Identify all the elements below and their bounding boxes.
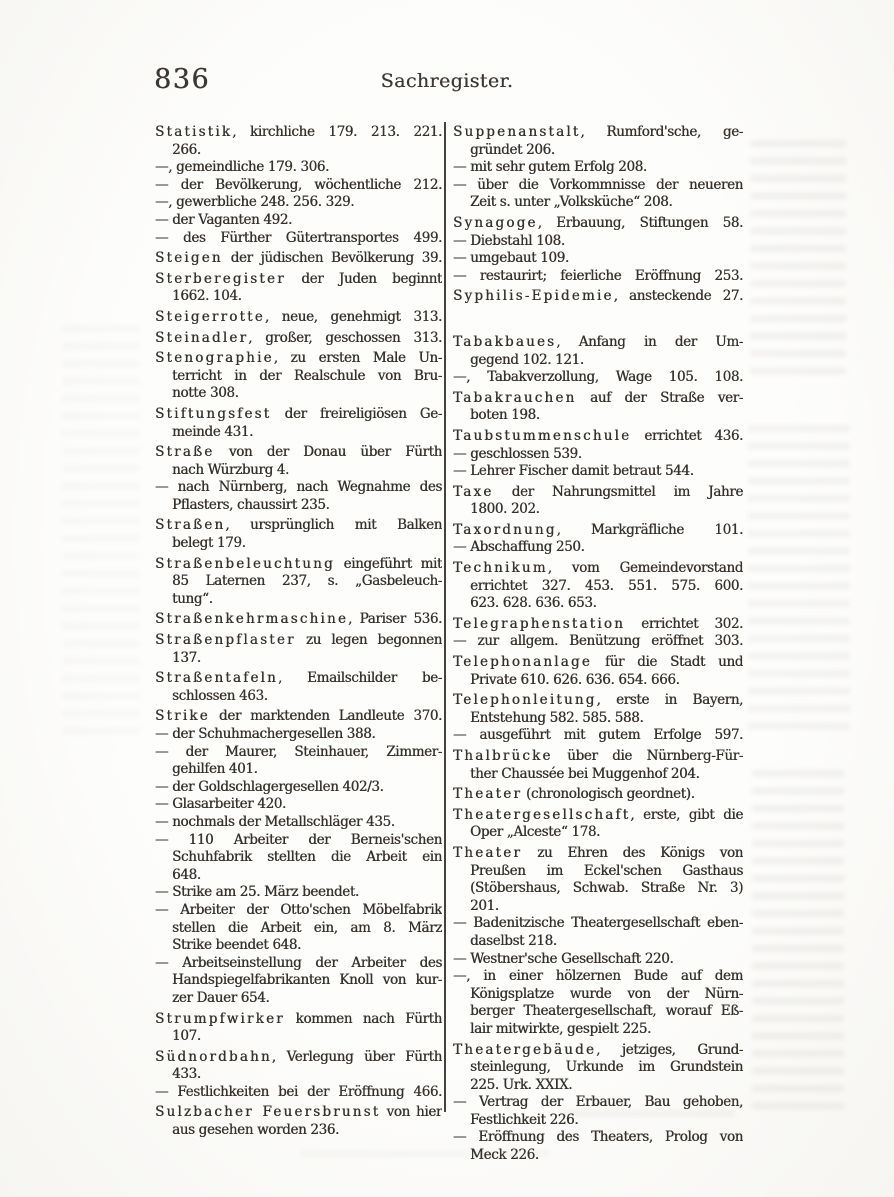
index-headword: Tabakbaues (453, 333, 557, 350)
index-line-text: Entstehung 582. 585. 588. (470, 709, 644, 726)
index-line (453, 1094, 743, 1112)
bleedthrough-artifact (752, 765, 844, 1120)
index-column-left (155, 121, 442, 1140)
index-line-text: — Arbeiter der Otto'schen Möbelfabrik (155, 901, 442, 918)
index-line-text: —, in einer hölzernen Bude auf dem (453, 968, 743, 985)
index-line-text: daselbst 218. (470, 932, 557, 949)
index-line-text: (Stöbershaus, Schwab. Straße Nr. 3) (470, 880, 743, 897)
index-line-text: 623. 628. 636. 653. (470, 595, 597, 612)
index-line (470, 1147, 743, 1165)
index-line-text: — Glasarbeiter 420. (155, 796, 286, 813)
index-line (172, 990, 442, 1008)
index-line-text: nach Würzburg 4. (172, 461, 289, 478)
index-line (470, 142, 743, 160)
index-line (172, 920, 442, 938)
index-line (155, 350, 442, 368)
index-line (155, 902, 442, 920)
index-headword: Straße (155, 444, 215, 461)
index-line-text: Oper „Alceste“ 178. (470, 824, 600, 841)
index-line (470, 595, 743, 613)
index-line (172, 142, 442, 160)
index-line (155, 159, 442, 177)
index-line-text: 648. (172, 866, 201, 883)
index-line (453, 968, 743, 986)
index-headword: Syphilis-Epidemie (453, 288, 614, 305)
index-line-text: über die Nürnberg-Für- (552, 748, 743, 764)
index-line-text: — Abschaffung 250. (453, 539, 585, 556)
index-line (172, 1066, 442, 1084)
index-line (155, 330, 442, 348)
index-line-text: Strike beendet 648. (172, 937, 301, 954)
index-line-text: errichtet 302. (624, 615, 743, 632)
index-line-text: für die Stadt und (591, 654, 743, 671)
index-line-text: — mit sehr gutem Erfolg 208. (453, 159, 647, 176)
index-column-right (453, 121, 743, 1165)
index-line (155, 670, 442, 688)
index-line-text: , vom Gemeindevorstand (547, 560, 743, 577)
index-line (470, 407, 743, 425)
index-line (172, 385, 442, 403)
index-line (155, 884, 442, 902)
index-line-text: von hier (380, 1104, 442, 1121)
index-line (470, 578, 743, 596)
index-headword: Steinadler (155, 329, 249, 346)
index-line (453, 159, 743, 177)
index-line (155, 726, 442, 744)
index-line-text: auf der Straße ver- (576, 389, 743, 406)
index-line-text: ther Chaussée bei Muggenhof 204. (470, 765, 700, 782)
index-line-text: , neue, genehmigt 313. (264, 308, 442, 325)
index-line (470, 1003, 743, 1021)
index-headword: Stiftungsfest (155, 405, 272, 422)
index-headword: Taubstummenschule (453, 427, 632, 444)
index-line (155, 124, 442, 142)
index-line (155, 779, 442, 797)
index-line-text: terricht in der Realschule von Bru- (172, 367, 442, 384)
index-line (453, 560, 743, 578)
index-line (155, 177, 442, 195)
index-headword: Theater (453, 786, 523, 803)
index-line (453, 951, 743, 969)
index-line (453, 288, 743, 306)
index-line (470, 352, 743, 370)
index-line (172, 573, 442, 591)
index-line-text: Festlichkeit 226. (470, 1111, 579, 1128)
index-line-text: lair mitwirkte, gespielt 225. (470, 1020, 651, 1037)
index-line (155, 1049, 442, 1067)
index-line-text: — der Vaganten 492. (155, 211, 292, 228)
index-headword: Theatergebäude (453, 1041, 597, 1058)
index-line-text: gegend 102. 121. (470, 351, 584, 368)
bleedthrough-artifact (62, 320, 140, 740)
index-line-text: — Westner'sche Gesellschaft 220. (453, 950, 674, 967)
index-line (172, 368, 442, 386)
index-line-text: —, Tabakverzollung, Wage 105. 108. (453, 369, 743, 386)
index-headword: Steigerrotte (155, 308, 265, 325)
index-line-text: — der Maurer, Steinhauer, Zimmer- (155, 743, 442, 760)
index-line-text: 1800. 202. (470, 501, 540, 518)
index-line (155, 444, 442, 462)
index-line-text: errichtet 436. (631, 427, 743, 444)
index-headword: Telephonleitung (453, 692, 597, 709)
column-divider-rule (444, 122, 446, 1112)
index-line-text: Schuhfabrik stellten die Arbeit ein (172, 849, 442, 866)
index-line (470, 1021, 743, 1039)
index-line (172, 462, 442, 480)
index-line (453, 539, 743, 557)
index-line-text: — ausgeführt mit gutem Erfolge 597. (453, 727, 743, 744)
index-line-text: , großer, geschossen 313. (248, 329, 442, 346)
index-line (453, 268, 743, 286)
index-line-text: , Markgräfliche 101. (556, 521, 743, 538)
index-line (470, 194, 743, 212)
index-line (155, 517, 442, 535)
index-line (470, 824, 743, 842)
index-headword: Stenographie (155, 350, 274, 367)
index-line (155, 1011, 442, 1029)
index-line-text: , erste, gibt die (630, 806, 743, 823)
index-line-text: der marktenden Landleute 370. (209, 708, 442, 725)
index-line (155, 632, 442, 650)
index-line (172, 937, 442, 955)
index-line (470, 933, 743, 951)
index-headword: Sterberegister (155, 270, 286, 287)
index-line (453, 845, 743, 863)
index-line-text: — 110 Arbeiter der Berneis'schen (155, 831, 442, 848)
index-line-text: 137. (172, 649, 201, 666)
index-line (453, 807, 743, 825)
index-line (155, 194, 442, 212)
index-line-text: tung“. (172, 590, 213, 607)
index-line-text: der Nahrungsmittel im Jahre (493, 483, 743, 500)
index-line-text: — nach Nürnberg, nach Wegnahme des (155, 479, 442, 496)
index-headword: Straßenbeleuchtung (155, 555, 335, 572)
index-line (155, 708, 442, 726)
index-line (470, 1059, 743, 1077)
index-line (155, 309, 442, 327)
index-line-text: Preußen im Eckel'schen Gasthaus (470, 862, 743, 879)
index-line (155, 271, 442, 289)
index-line (453, 177, 743, 195)
index-line-text: Pflasters, chaussirt 235. (172, 496, 330, 513)
bleedthrough-artifact (750, 135, 846, 385)
index-line (453, 654, 743, 672)
index-headword: Taxordnung (453, 521, 557, 538)
index-line-text: — über die Vorkommnisse der neueren (453, 176, 743, 193)
index-line-text: — der Schuhmachergesellen 388. (155, 726, 376, 742)
index-line (155, 556, 442, 574)
index-line (453, 463, 743, 481)
index-line-text: steinlegung, Urkunde im Grundstein (470, 1059, 743, 1076)
index-line (453, 748, 743, 766)
index-line (172, 497, 442, 515)
index-headword: Synagoge (453, 214, 538, 231)
index-line-text: 201. (470, 897, 499, 914)
index-line (155, 814, 442, 832)
index-line-text: — Eröffnung des Theaters, Prolog von (453, 1129, 743, 1146)
index-line (155, 212, 442, 230)
index-headword: Straßenkehrmaschine (155, 611, 349, 628)
index-line-text: schlossen 463. (172, 687, 268, 704)
index-line-text: notte 308. (172, 385, 239, 402)
index-line (453, 692, 743, 710)
index-line-text: — Arbeitseinstellung der Arbeiter des (155, 954, 442, 971)
index-line (172, 591, 442, 609)
index-line-text: — Badenitzische Theatergesellschaft eben- (453, 915, 743, 932)
index-line-text: Meck 226. (470, 1147, 539, 1164)
index-line (172, 288, 442, 306)
index-line-text: zer Dauer 654. (172, 989, 270, 1006)
index-headword: Theater (453, 844, 523, 861)
index-line (453, 616, 743, 634)
index-headword: Telephonanlage (453, 654, 592, 671)
index-line-text: Handspiegelfabrikanten Knoll von kur- (172, 972, 442, 989)
index-line (453, 369, 743, 387)
index-line-text: berger Theatergesellschaft, worauf Eß- (470, 1003, 743, 1020)
index-headword: Südnordbahn (155, 1048, 272, 1065)
index-line-text: , kirchliche 179. 213. 221. (232, 124, 442, 140)
index-line-text: 107. (172, 1028, 201, 1045)
index-line-text: 225. Urk. XXIX. (470, 1076, 573, 1093)
index-line (470, 710, 743, 728)
index-line-text: , erste in Bayern, (596, 692, 743, 709)
index-line (470, 898, 743, 916)
index-line-text: 1662. 104. (172, 288, 242, 305)
index-line (453, 915, 743, 933)
index-line (453, 428, 743, 446)
index-line (172, 424, 442, 442)
index-line-text: — Vertrag der Erbauer, Bau gehoben, (453, 1094, 743, 1111)
index-line (155, 406, 442, 424)
index-line-text: — Lehrer Fischer damit betraut 544. (453, 463, 694, 480)
index-line (453, 390, 743, 408)
index-line (155, 1104, 442, 1122)
index-line-text: (chronologisch geordnet). (522, 786, 695, 803)
index-line (172, 535, 442, 553)
index-line (155, 611, 442, 629)
index-headword: Strike (155, 708, 210, 725)
index-line-text: — nochmals der Metallschläger 435. (155, 813, 395, 830)
index-line-text: zu Ehren des Königs von (522, 844, 743, 861)
index-line-text: , Erbauung, Stiftungen 58. (537, 214, 743, 231)
index-line (453, 633, 743, 651)
index-line (453, 1042, 743, 1060)
index-headword: Thalbrücke (453, 748, 553, 764)
index-line (470, 1112, 743, 1130)
index-line-text: , ansteckende 27. (613, 288, 743, 305)
index-line-text: , jetziges, Grund- (596, 1041, 743, 1058)
index-line-text: Zeit s. unter „Volksküche“ 208. (470, 194, 673, 211)
index-line (453, 484, 743, 502)
index-line (453, 215, 743, 233)
index-line (155, 1084, 442, 1102)
index-line (453, 522, 743, 540)
index-line-text: , zu ersten Male Un- (273, 350, 442, 367)
index-line (453, 1129, 743, 1147)
index-line-text: stellen die Arbeit ein, am 8. März (172, 919, 442, 936)
running-title: Sachregister. (380, 70, 514, 92)
index-line (155, 796, 442, 814)
index-line-text: — umgebaut 109. (453, 250, 569, 267)
index-line (453, 334, 743, 352)
index-line-text: , Emailschilder be- (277, 670, 442, 687)
index-line-text: boten 198. (470, 407, 540, 424)
index-line-text: 85 Laternen 237, s. „Gasbeleuch- (172, 573, 442, 590)
index-line-text: kommen nach Fürth (284, 1010, 442, 1027)
index-line-text: — Diebstahl 108. (453, 232, 565, 249)
index-line (470, 880, 743, 898)
index-line (470, 1077, 743, 1095)
index-line-text: meinde 431. (172, 423, 253, 440)
index-headword: Suppenanstalt (453, 124, 581, 140)
index-line-text: 433. (172, 1066, 201, 1083)
index-line-text: 266. (172, 141, 201, 158)
index-headword: Sulzbacher Feuersbrunst (155, 1104, 381, 1121)
index-line (470, 986, 743, 1004)
index-line-text: der jüdischen Bevölkerung 39. (222, 250, 442, 267)
index-line-text: , Verlegung über Fürth (271, 1048, 442, 1065)
index-line-text: der Juden beginnt (285, 270, 442, 287)
index-headword: Strumpfwirker (155, 1010, 285, 1027)
index-line-text: errichtet 327. 453. 551. 575. 600. (470, 577, 743, 594)
index-headword: Straßentafeln (155, 670, 278, 687)
index-line (155, 479, 442, 497)
index-line (470, 501, 743, 519)
index-line-text: belegt 179. (172, 535, 246, 552)
index-headword: Theatergesellschaft (453, 806, 631, 823)
index-line-text: , Anfang in der Um- (556, 333, 743, 350)
index-headword: Straßen (155, 517, 226, 534)
index-line-text: , Pariser 536. (348, 611, 442, 628)
index-line-text: zu legen begonnen (295, 632, 442, 649)
index-line-text: der freireligiösen Ge- (271, 405, 442, 422)
page-number: 836 (154, 64, 211, 95)
index-line-text: Private 610. 626. 636. 654. 666. (470, 671, 680, 688)
index-line (453, 727, 743, 745)
index-line (172, 650, 442, 668)
index-line (155, 832, 442, 850)
index-line-text: gründet 206. (470, 141, 555, 158)
index-headword: Straßenpflaster (155, 632, 296, 649)
index-line (453, 250, 743, 268)
index-line-text: von der Donau über Fürth (214, 444, 442, 461)
index-headword: Taxe (453, 483, 494, 500)
index-line (155, 230, 442, 248)
bleedthrough-artifact (748, 420, 850, 730)
index-line-text: — Strike am 25. März beendet. (155, 884, 359, 901)
index-line (470, 766, 743, 784)
index-line (172, 849, 442, 867)
index-line-text: Königsplatze wurde von der Nürn- (470, 985, 743, 1002)
index-line (172, 688, 442, 706)
index-line (155, 250, 442, 268)
index-line (172, 972, 442, 990)
index-line (155, 955, 442, 973)
index-line (453, 786, 743, 804)
index-line-text: — der Bevölkerung, wöchentliche 212. (155, 176, 442, 193)
index-line-text: , Rumford'sche, ge- (580, 124, 743, 140)
index-headword: Steigen (155, 250, 223, 267)
index-line-text: —, gemeindliche 179. 306. (155, 159, 329, 176)
index-headword: Tabakrauchen (453, 389, 577, 406)
index-line-text: — Festlichkeiten bei der Eröffnung 466. (155, 1083, 442, 1100)
index-line-text: — der Goldschlagergesellen 402/3. (155, 778, 384, 795)
index-line (453, 124, 743, 142)
index-line (453, 446, 743, 464)
index-line-text: gehilfen 401. (172, 761, 258, 778)
index-line-text: aus gesehen worden 236. (172, 1122, 339, 1139)
index-line-text: — restaurirt; feierliche Eröffnung 253. (453, 267, 743, 284)
index-line-text: — zur allgem. Benützung eröffnet 303. (453, 633, 743, 650)
index-line (172, 1122, 442, 1140)
index-headword: Technikum (453, 560, 548, 577)
index-headword: Statistik (155, 124, 233, 140)
index-line (155, 744, 442, 762)
index-line-text: — geschlossen 539. (453, 445, 582, 462)
index-headword: Telegraphenstation (453, 615, 625, 632)
index-line (172, 1028, 442, 1046)
index-line-text: eingeführt mit (334, 555, 442, 572)
index-line (172, 761, 442, 779)
index-line-text: —, gewerbliche 248. 256. 329. (155, 194, 355, 211)
index-line (453, 233, 743, 251)
index-line-text: , ursprünglich mit Balken (225, 517, 442, 534)
index-line-text: — des Fürther Gütertransportes 499. (155, 229, 442, 246)
index-line (172, 867, 442, 885)
index-line (470, 672, 743, 690)
index-line (470, 863, 743, 881)
